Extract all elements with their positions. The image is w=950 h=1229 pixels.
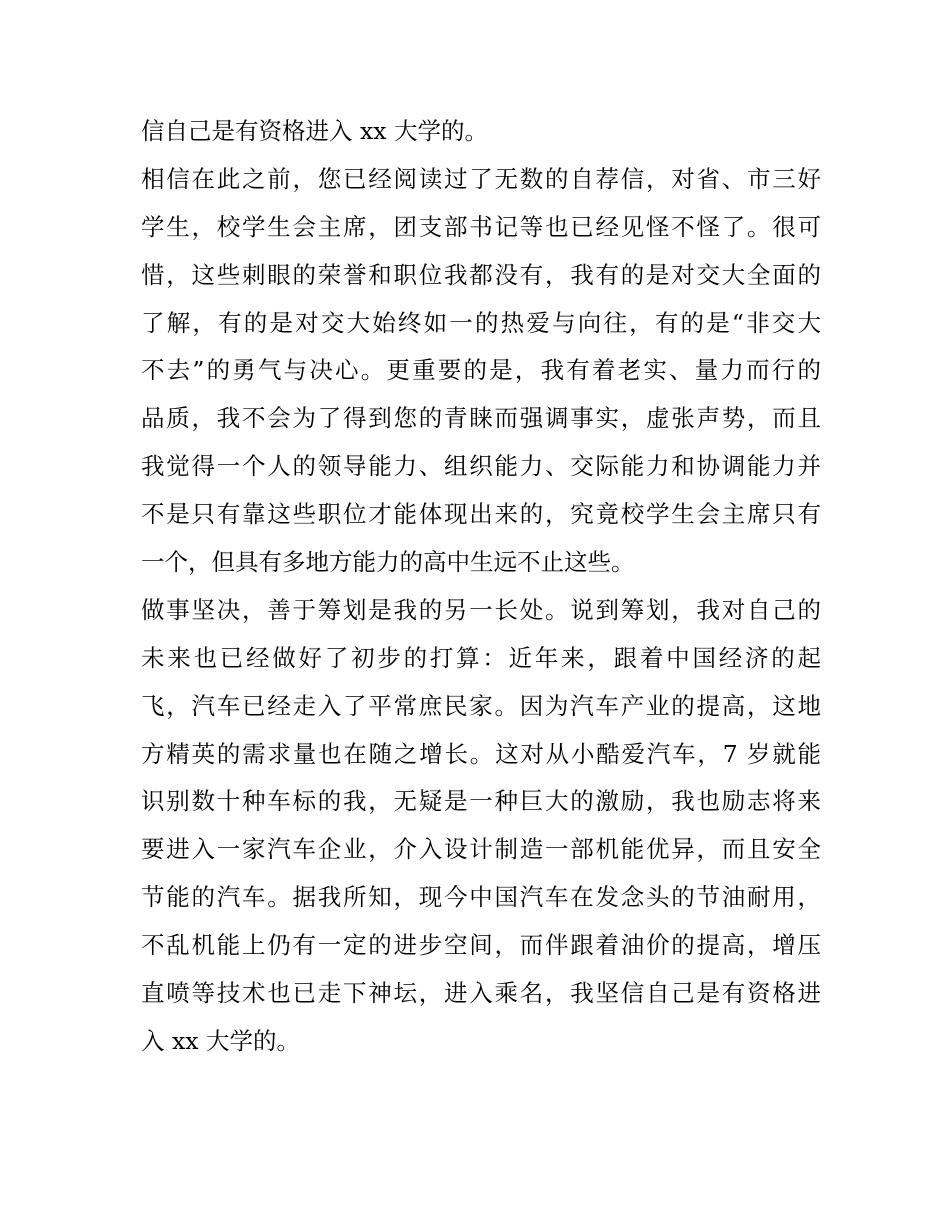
text-line: 了解，有的是对交大始终如一的热爱与向往，有的是“非交大: [141, 308, 821, 337]
text-line: 一个，但具有多地方能力的高中生远不止这些。: [141, 548, 635, 577]
text-line: 信自己是有资格进入 xx 大学的。: [141, 117, 488, 145]
text-line: 识别数十种车标的我，无疑是一种巨大的激励，我也励志将来: [141, 787, 821, 816]
text-line: 未来也已经做好了初步的打算：近年来，跟着中国经济的起: [141, 643, 821, 672]
text-line: 入 xx 大学的。: [141, 1026, 300, 1055]
text-line: 方精英的需求量也在随之增长。这对从小酷爱汽车，7 岁就能: [141, 739, 821, 768]
text-line: 不是只有靠这些职位才能体现出来的，究竟校学生会主席只有: [141, 500, 821, 529]
text-line: 不去”的勇气与决心。更重要的是，我有着老实、量力而行的: [141, 356, 821, 385]
text-line: 品质，我不会为了得到您的青睐而强调事实，虚张声势，而且: [141, 404, 821, 433]
text-line: 要进入一家汽车企业，介入设计制造一部机能优异，而且安全: [141, 835, 821, 864]
text-line: 学生，校学生会主席，团支部书记等也已经见怪不怪了。很可: [141, 212, 821, 241]
text-line: 相信在此之前，您已经阅读过了无数的自荐信，对省、市三好: [141, 164, 821, 193]
text-line: 我觉得一个人的领导能力、组织能力、交际能力和协调能力并: [141, 452, 821, 481]
body-text: [141, 108, 821, 1066]
text-line: 做事坚决，善于筹划是我的另一长处。说到筹划，我对自己的: [141, 595, 821, 624]
text-line: 惜，这些刺眼的荣誉和职位我都没有，我有的是对交大全面的: [141, 260, 821, 289]
text-line: 节能的汽车。据我所知，现今中国汽车在发念头的节油耐用，: [141, 883, 821, 912]
text-line: 直喷等技术也已走下神坛，进入乘名，我坚信自己是有资格进: [141, 979, 821, 1008]
text-line: 不乱机能上仍有一定的进步空间，而伴跟着油价的提高，增压: [141, 931, 821, 960]
text-line: 飞，汽车已经走入了平常庶民家。因为汽车产业的提高，这地: [141, 691, 821, 720]
